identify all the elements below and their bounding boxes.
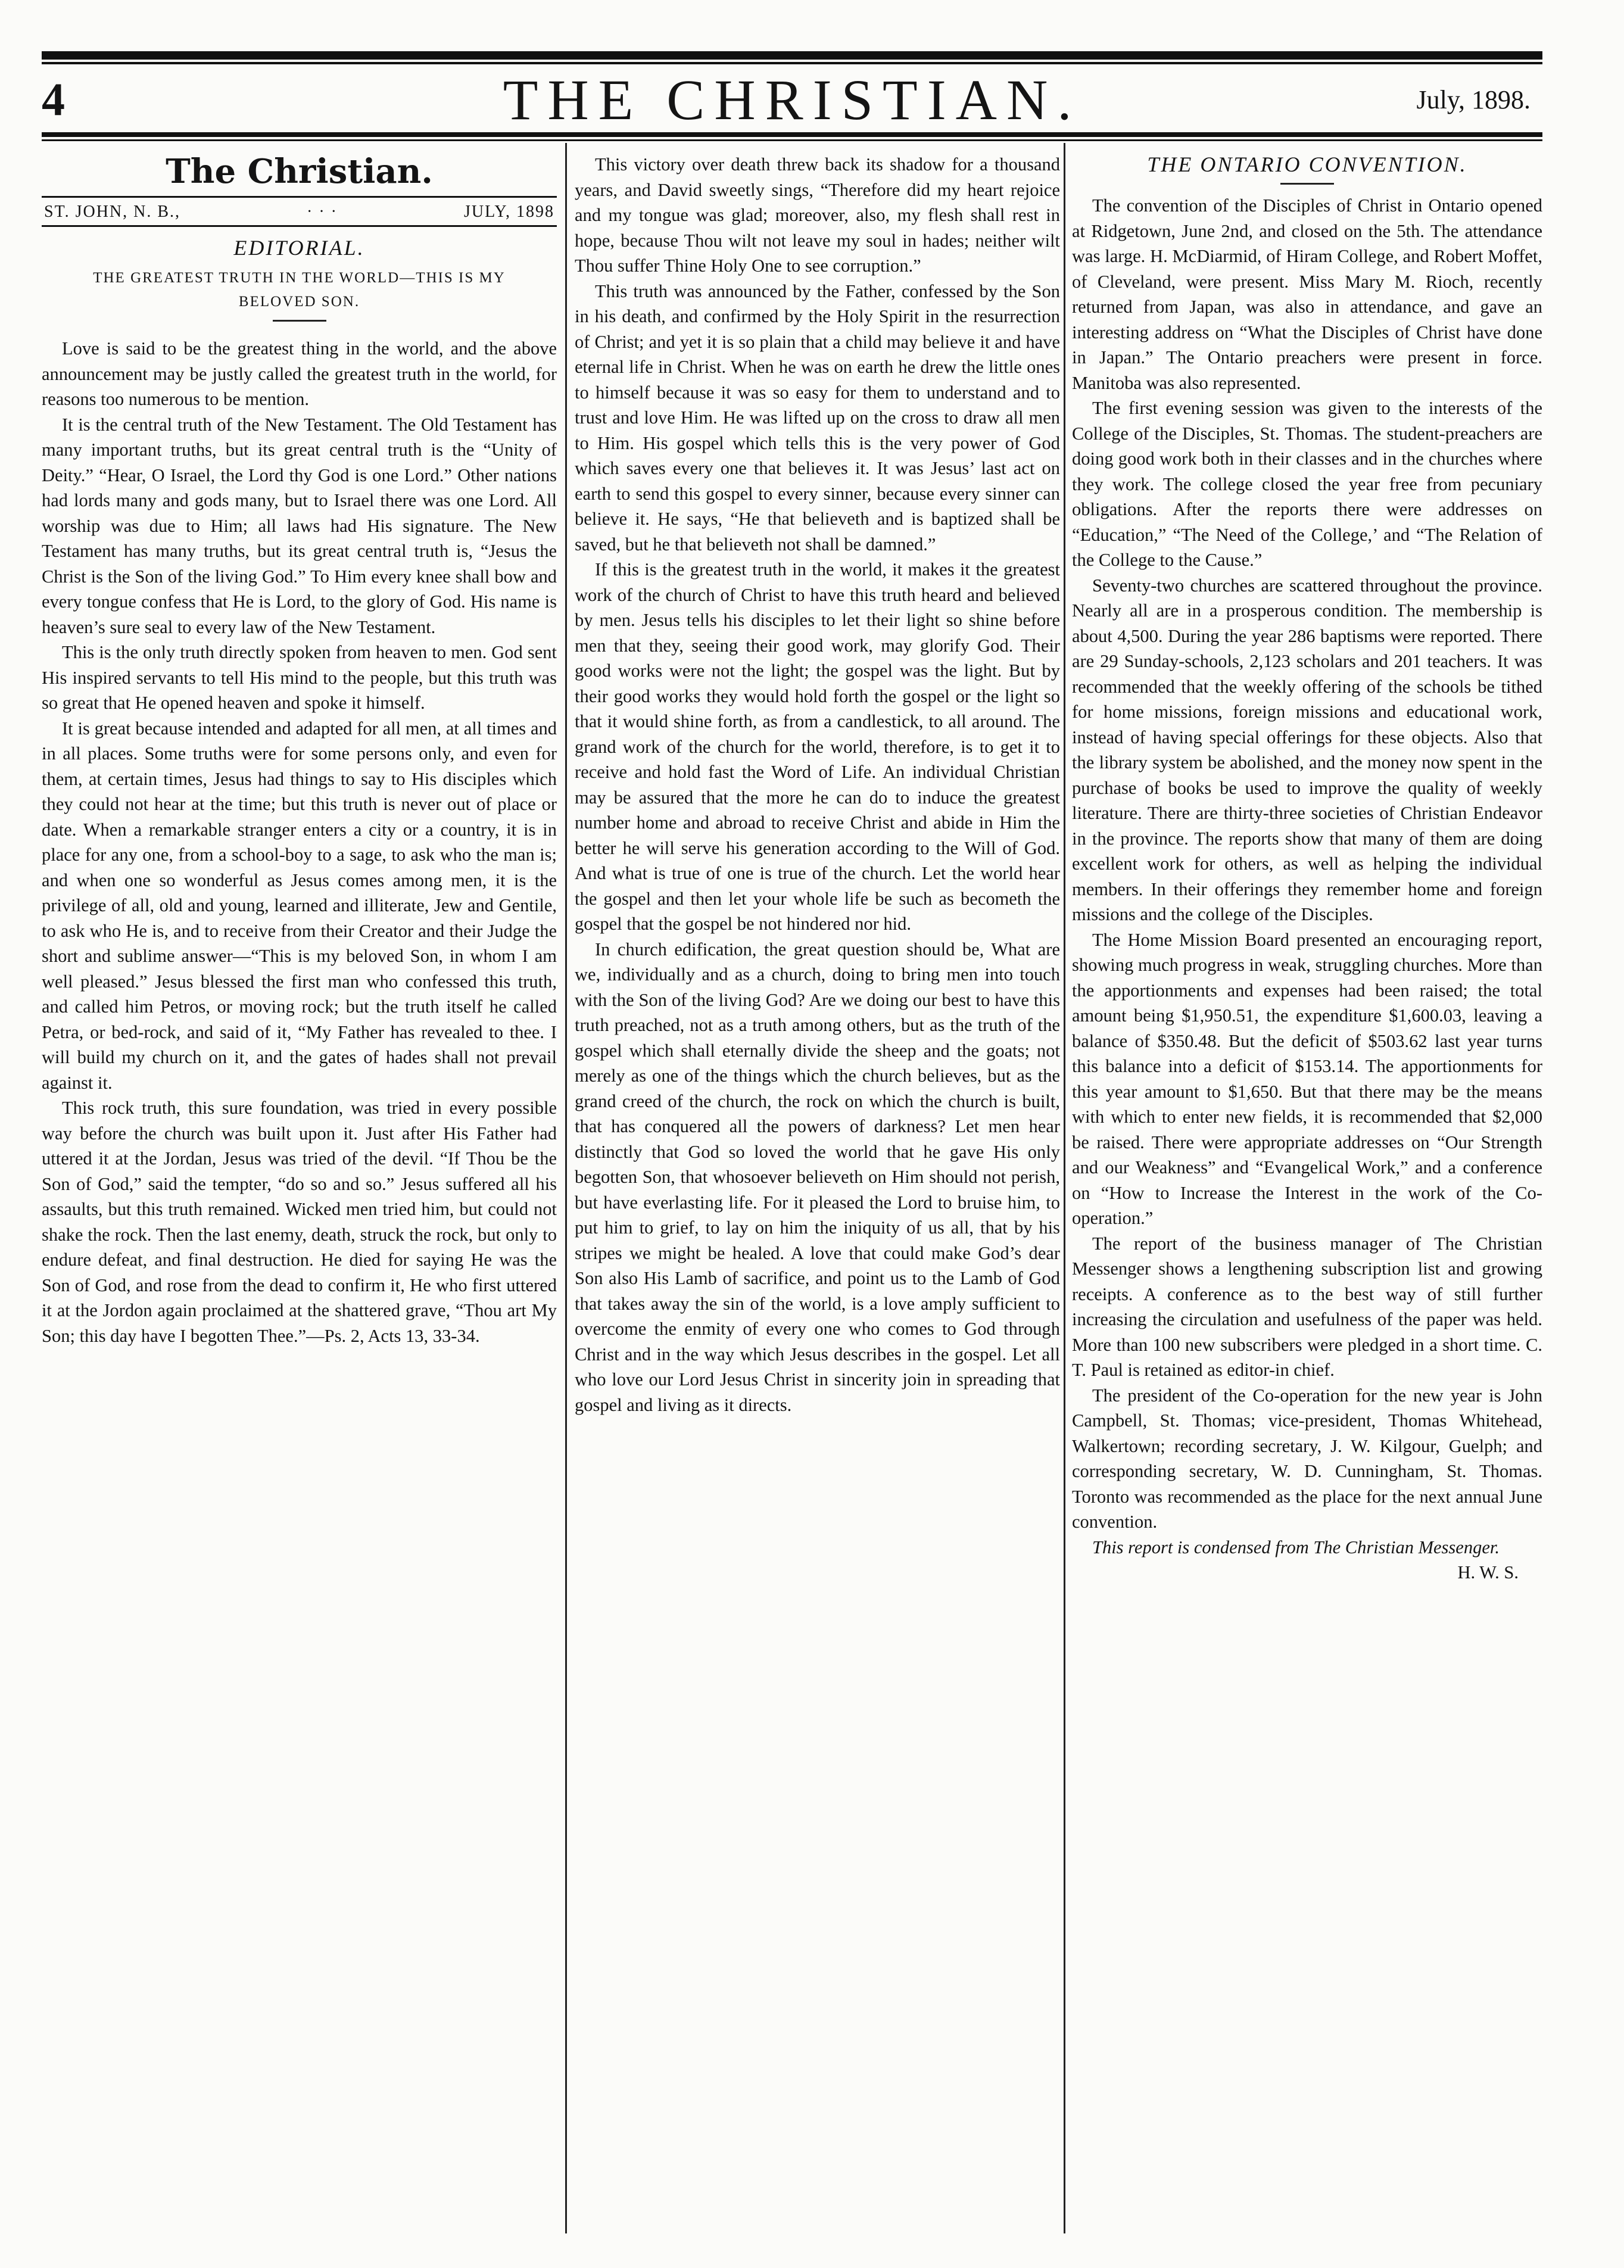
paragraph: Seventy-two churches are scattered throughout the province. Nearly all are in a prosperous condition. The membership is about 4,500. During the year 286 baptisms were reported. There are 29 Sunday-schools, 2,123 scholars and 201 teachers. It was recommended that the weekly offering of the schools be tithed for home missions, foreign missions and educational work, instead of having special offerings for these objects. Also that the library system be abolished, and the money now spent in the purchase of books be used to improve the quality of weekly literature. There are thirty-three societies of Christian Endeavor in the province. The reports show that many of them are doing excellent work for others, as well as helping the individual members. In their offerings they remember home and foreign missions and the college of the Disciples. bbox=[1072, 575, 1542, 924]
issue-date: July, 1898. bbox=[1416, 85, 1531, 114]
column-divider-1 bbox=[565, 143, 567, 2233]
top-heavy-rule bbox=[42, 51, 1542, 60]
banner-rule bbox=[42, 196, 557, 198]
top-thin-rule bbox=[42, 62, 1542, 64]
masthead-rule bbox=[42, 132, 1542, 137]
column-divider-2 bbox=[1064, 143, 1065, 2233]
paragraph: The first evening session was given to the interests of the College of the Disciples, St. Thomas. The student-preachers are doing good work both in their classes and in the churches where they work. The college closed the year free from pecuniary obligations. After the reports there were addresses on “Education,” “The Need of the College,’ and “The Relation of the College to the Cause.” bbox=[1072, 398, 1542, 570]
paragraph: The convention of the Disciples of Christ in Ontario opened at Ridgetown, June 2nd, and closed on the 5th. The attendance was large. H. McDiarmid, of Hiram College, and Robert Moffet, of Cleveland, were present. Miss Mary M. Rioch, recently returned from Japan, was also in attendance, and gave an interesting address on “What the Disciples of Christ have done in Japan.” The Ontario preachers were present in force. Manitoba was also represented. bbox=[1072, 195, 1542, 393]
column-editorial-continued bbox=[575, 152, 1060, 2236]
closing-row bbox=[1072, 1535, 1542, 1560]
dateline-rule bbox=[42, 225, 557, 227]
column-ontario-convention bbox=[1072, 152, 1542, 2236]
masthead bbox=[42, 67, 1542, 132]
signature: H. W. S. bbox=[1457, 1562, 1519, 1582]
paragraph: In church edification, the great question should be, What are we, individually and as a church, doing to bring men into touch with the Son of the living God? Are we doing our best to have this truth preached, not as a truth among others, but as the truth of the gospel which shall eternally divide the sheep and the goats; not merely as one of the things which the church believes, but as the grand creed of the church, the rock on which the church is built, that has conquered all the powers of darkness? Let men hear distinctly that God so loved the world that he gave His only begotten Son, that whosoever believeth on Him should not perish, but have everlasting life. For it pleased the Lord to bruise him, to put him to grief, to lay on him the iniquity of us all, that by his stripes we might be healed. A love that could make God’s dear Son also His Lamb of sacrifice, and point us to the Lamb of God that takes away the sin of the world, is a love amply sufficient to overcome the enmity of every one who comes to God through Christ and in the way which Jesus describes in the gospel. Let all who love our Lord Jesus Christ in sincerity join in spreading that gospel and living as it directs. bbox=[575, 939, 1060, 1415]
newspaper-title: THE CHRISTIAN. bbox=[503, 68, 1081, 132]
paragraph: The Home Mission Board presented an encouraging report, showing much progress in weak, struggling churches. More than the apportionments and expenses had been raised; the total amount being $1,950.51, the expenditure $1,600.03, leaving a balance of $350.48. But the deficit of $503.62 last year turns this balance into a deficit of $153.14. The apportionments for this year amount to $1,650. But that there may be the means with which to enter new fields, it is recommended that $2,000 be raised. There were appropriate addresses on “Our Strength and our Weakness” and “Evangelical Work,” and a conference on “How to Increase the Interest in the work of the Co-operation.” bbox=[1072, 929, 1542, 1228]
dateline-place: ST. JOHN, N. B., bbox=[44, 202, 181, 221]
paragraph: It is the central truth of the New Testament. The Old Testament has many important truths, but its great central truth is the “Unity of Deity.” “Hear, O Israel, the Lord thy God is one Lord.” Other nations had lords many and gods many, but to Israel there was one Lord. All worship was due to Him; all laws had His signature. The New Testament has many truths, but its great central truth is, “Jesus the Christ is the Son of the living God.” To Him every knee shall bow and every tongue confess that He is Lord, to the glory of God. His name is heaven’s sure seal to every law of the New Testament. bbox=[42, 414, 557, 637]
headline-rule bbox=[273, 320, 326, 322]
paragraph: This rock truth, this sure foundation, was tried in every possible way before the church was built upon it. Just after His Father had uttered it at the Jordan, Jesus was tried of the devil. “If Thou be the Son of God,” said the tempter, “do so and so.” Jesus suffered all his assaults, but this truth remained. Wicked men tried him, but could not shake the rock. Then the last enemy, death, struck the rock, but only to endure defeat, and final destruction. He died for saying He was the Son of God, and rose from the dead to confirm it, He who first uttered it at the Jordon again proclaimed at the shattered grave, “Thou art My Son; this day have I begotten Thee.”—Ps. 2, Acts 13, 33-34. bbox=[42, 1098, 557, 1346]
paper-banner: The Christian. bbox=[166, 152, 433, 191]
paragraph: The report of the business manager of The Christian Messenger shows a lengthening subscription list and growing receipts. A conference as to the best way of still further increasing the circulation and usefulness of the paper was held. More than 100 new subscribers were pledged in a short time. C. T. Paul is retained as editor-in chief. bbox=[1072, 1233, 1542, 1380]
paragraph: The president of the Co-operation for the new year is John Campbell, St. Thomas; vice-president, Thomas Whitehead, Walkertown; recording secretary, J. W. Kilgour, Guelph; and corresponding secretary, W. D. Cunningham, St. Thomas. Toronto was recommended as the place for the next annual June convention. bbox=[1072, 1385, 1542, 1532]
dateline bbox=[44, 202, 554, 222]
paragraph: Love is said to be the greatest thing in the world, and the above announcement may be justly called the greatest truth in the world, for reasons too numerous to be mention. bbox=[42, 338, 557, 409]
paragraph: This is the only truth directly spoken from heaven to men. God sent His inspired servants to tell His mind to the people, but this truth was so great that He opened heaven and spoke it himself. bbox=[42, 642, 557, 713]
paragraph: This victory over death threw back its shadow for a thousand years, and David sweetly sings, “Therefore did my heart rejoice and my tongue was glad; moreover, also, my flesh shall rest in hope, because Thou wilt not leave my soul in hades; neither wilt Thou suffer Thine Holy One to see corruption.” bbox=[575, 154, 1060, 276]
paragraph: This truth was announced by the Father, confessed by the Son in his death, and confirmed by the Holy Spirit in the resurrection of Christ; and yet it is so plain that a child may believe it and have eternal life in Christ. When he was on earth he drew the little ones to himself because it was so easy for them to understand and to trust and love Him. He was lifted up on the cross to draw all men to Him. His gospel which tells this is the very power of God which saves every one that believes it. It was Jesus’ last act on earth to send this gospel to every sinner, because every sinner can believe it. He says, “He that believeth and is baptized shall be saved, but he that believeth not shall be damned.” bbox=[575, 281, 1060, 554]
masthead-thin-rule bbox=[42, 139, 1542, 141]
paragraph: If this is the greatest truth in the world, it makes it the greatest work of the church of Christ to have this truth heard and believed by men. Jesus tells his disciples to let their light so shine before men that they, seeing their good work, may glorify God. Their good works were not the light; the gospel was the light. But by their good works they would hold forth the gospel or the light so that it would shine forth, as from a candlestick, to all around. The grand work of the church for the world, therefore, is to get it to receive and hold fast the Word of Life. An individual Christian may be assured that the more he can do to induce the greatest number home and abroad to receive Christ and abide in Him the better he will serve his generation according to the Will of God. And what is true of one is true of the church. Let the world hear the gospel and then let your whole life be such as becometh the gospel that the gospel be not hindered nor hid. bbox=[575, 559, 1060, 934]
article-headline: THE GREATEST TRUTH IN THE WORLD—THIS IS MY BELOVED SON. bbox=[93, 270, 506, 310]
dateline-dots: · · · bbox=[307, 202, 338, 221]
section-heading-editorial: EDITORIAL. bbox=[233, 236, 365, 260]
section-heading-ontario: THE ONTARIO CONVENTION. bbox=[1147, 152, 1467, 176]
dateline-date: JULY, 1898 bbox=[463, 202, 554, 221]
closing-note: This report is condensed from The Christian Messenger. bbox=[1092, 1537, 1500, 1557]
column-editorial bbox=[42, 152, 557, 2236]
section-rule bbox=[1280, 183, 1334, 185]
page-number: 4 bbox=[42, 73, 65, 125]
paragraph: It is great because intended and adapted for all men, at all times and in all places. Some truths were for some persons only, and even for them, at certain times, Jesus had things to say to His disciples which they could not hear at the time; but this truth is never out of place or date. When a remarkable stranger enters a city or a country, it is in place for any one, from a school-boy to a sage, to ask who the man is; and when one so wonderful as Jesus comes among men, it is the privilege of all, old and young, learned and illiterate, Jew and Gentile, to ask who He is, and to receive from their Creator and their Judge the short and sublime answer—“This is my beloved Son, in whom I am well pleased.” Jesus blessed the first man who confessed this truth, and called him Petros, or moving rock; but the truth itself he called Petra, or bed-rock, and said of it, “My Father has revealed to thee. I will build my church on it, and the gates of hades shall not prevail against it. bbox=[42, 718, 557, 1093]
